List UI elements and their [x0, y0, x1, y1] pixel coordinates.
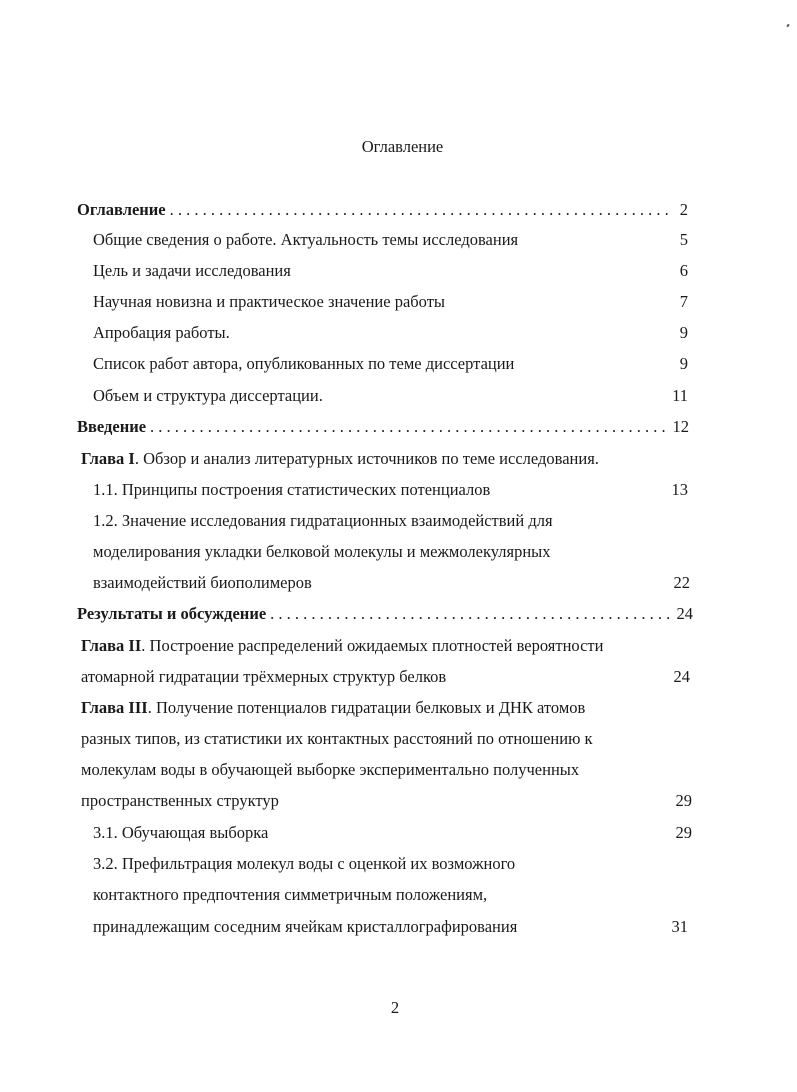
dot-leader: [150, 417, 666, 437]
toc-entry-section-3-2-line2[interactable]: контактного предпочтения симметричным положениям,: [93, 885, 488, 904]
chapter-3-prefix: Глава III: [81, 698, 148, 717]
toc-entry-novelty-page: 7: [679, 292, 688, 311]
dot-leader: [170, 200, 674, 220]
toc-entry-approbation-page: 9: [679, 323, 688, 342]
toc-entry-chapter-3-line4[interactable]: пространственных структур: [81, 791, 279, 810]
toc-entry-section-1-2-page: 22: [673, 573, 690, 592]
toc-entry-general-info-page: 5: [679, 230, 688, 249]
toc-entry-section-1-2-line1[interactable]: 1.2. Значение исследования гидратационных взаимодействий для: [93, 511, 553, 530]
toc-entry-structure-page: 11: [672, 386, 688, 405]
toc-entry-results-label: Результаты и обсуждение: [77, 604, 267, 623]
toc-entry-section-1-2-line2[interactable]: моделирования укладки белковой молекулы и межмолекулярных: [93, 542, 551, 561]
toc-entry-section-3-2-page: 31: [671, 917, 688, 936]
page-title: Оглавление: [361, 137, 444, 156]
toc-entry-publications[interactable]: Список работ автора, опубликованных по теме диссертации: [93, 354, 515, 373]
toc-entry-chapter-1[interactable]: [81, 449, 599, 469]
toc-entry-results[interactable]: [77, 604, 693, 624]
scan-mark: [786, 24, 789, 28]
toc-entry-section-3-1-page: 29: [675, 823, 692, 842]
chapter-1-prefix: Глава I: [81, 449, 135, 468]
toc-entry-chapter-2-line1[interactable]: [81, 636, 603, 656]
toc-entry-introduction-label: Введение: [77, 417, 147, 436]
toc-entry-contents[interactable]: [77, 200, 688, 220]
toc-entry-chapter-3-line3[interactable]: молекулам воды в обучающей выборке экспериментально полученных: [81, 760, 580, 779]
toc-entry-chapter-2-page: 24: [673, 667, 690, 686]
toc-entry-introduction[interactable]: [77, 417, 689, 437]
toc-entry-chapter-3-page: 29: [675, 791, 692, 810]
chapter-3-title: . Получение потенциалов гидратации белковых и ДНК атомов: [147, 698, 586, 717]
page-number: 2: [390, 998, 400, 1017]
toc-entry-results-page: 24: [676, 604, 693, 623]
toc-entry-section-3-2-line1[interactable]: 3.2. Префильтрация молекул воды с оценкой их возможного: [93, 854, 516, 873]
toc-entry-chapter-3-line2[interactable]: разных типов, из статистики их контактных расстояний по отношению к: [81, 729, 593, 748]
toc-entry-general-info[interactable]: Общие сведения о работе. Актуальность темы исследования: [93, 230, 519, 249]
toc-entry-approbation[interactable]: Апробация работы.: [93, 323, 230, 342]
toc-entry-introduction-page: 12: [672, 417, 689, 436]
toc-entry-goals-page: 6: [679, 261, 688, 280]
toc-entry-section-3-1[interactable]: 3.1. Обучающая выборка: [93, 823, 269, 842]
chapter-2-prefix: Глава II: [81, 636, 142, 655]
toc-entry-contents-label: Оглавление: [77, 200, 166, 219]
toc-entry-section-1-1[interactable]: 1.1. Принципы построения статистических потенциалов: [93, 480, 491, 499]
toc-entry-structure[interactable]: Объем и структура диссертации.: [93, 386, 323, 405]
toc-entry-section-3-2-line3[interactable]: принадлежащим соседним ячейкам кристаллографирования: [93, 917, 518, 936]
toc-entry-goals[interactable]: Цель и задачи исследования: [93, 261, 291, 280]
chapter-1-title: . Обзор и анализ литературных источников по теме исследования.: [134, 449, 599, 468]
toc-entry-novelty[interactable]: Научная новизна и практическое значение работы: [93, 292, 445, 311]
chapter-2-title: . Построение распределений ожидаемых плотностей вероятности: [141, 636, 604, 655]
toc-entry-chapter-3-line1[interactable]: [81, 698, 585, 718]
toc-entry-section-1-2-line3[interactable]: взаимодействий биополимеров: [93, 573, 312, 592]
dot-leader: [270, 604, 670, 624]
toc-entry-contents-page: 2: [679, 200, 688, 219]
toc-entry-section-1-1-page: 13: [671, 480, 688, 499]
toc-entry-publications-page: 9: [679, 354, 688, 373]
toc-entry-chapter-2-line2[interactable]: атомарной гидратации трёхмерных структур белков: [81, 667, 447, 686]
